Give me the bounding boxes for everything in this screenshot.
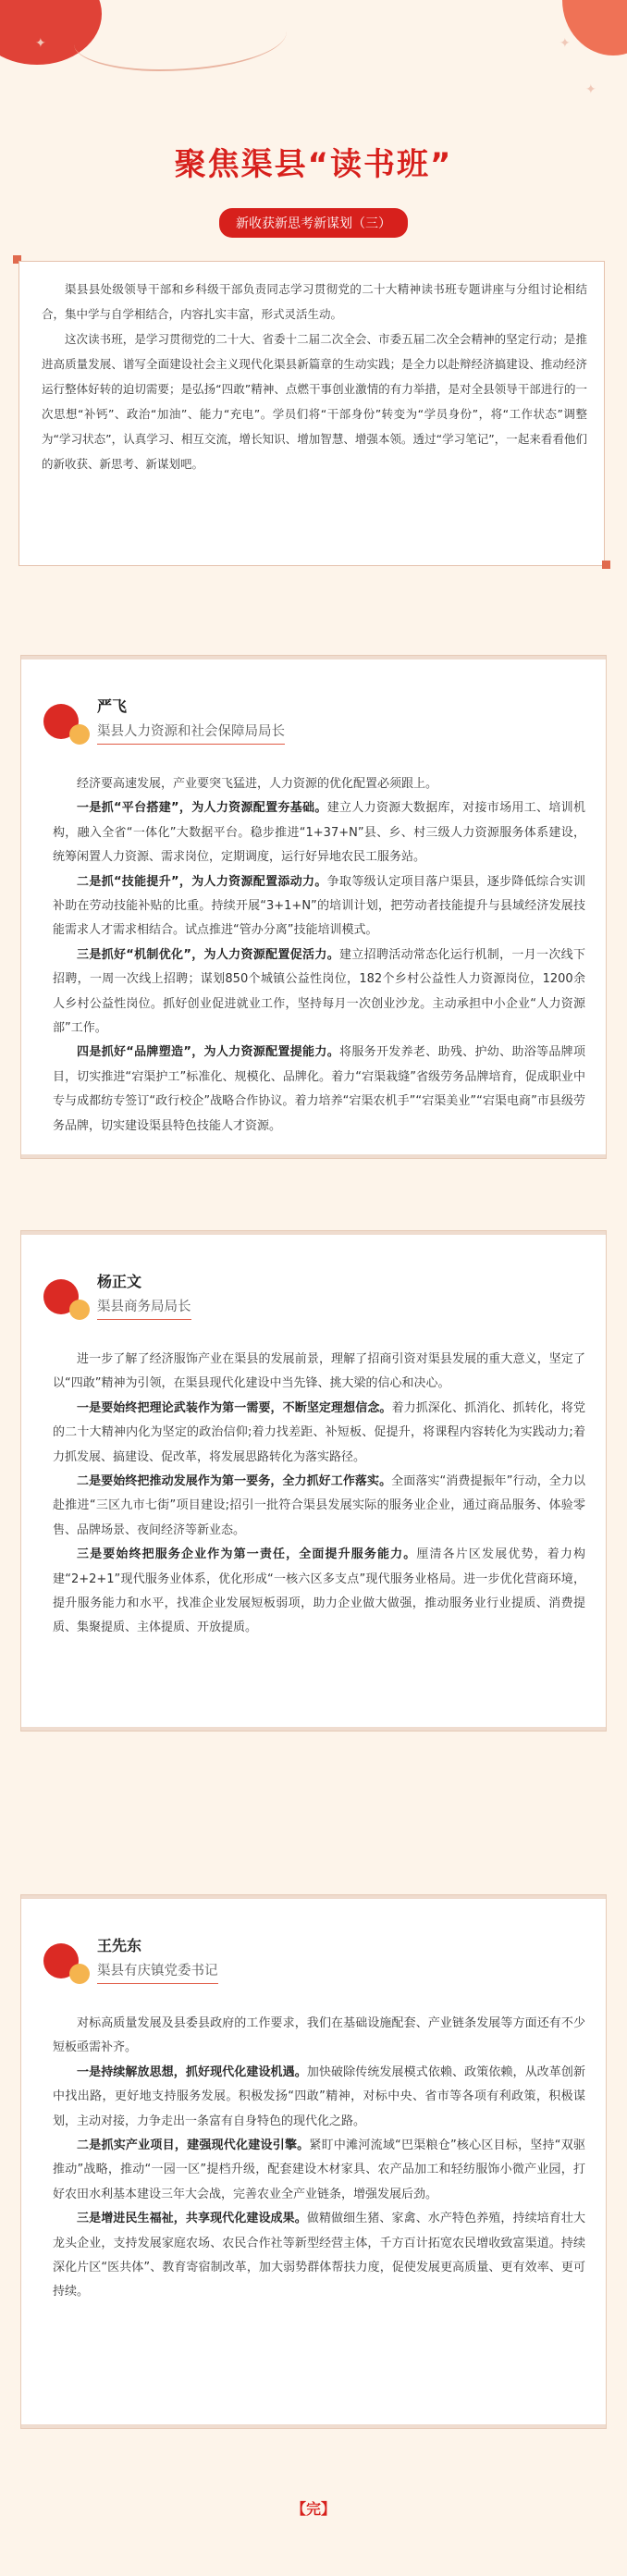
paragraph-lead: 一是抓“平台搭建”，为人力资源配置夯基础。	[77, 801, 327, 816]
paragraph-lead: 三是抓好“机制优化”，为人力资源配置促活力。	[77, 947, 340, 962]
body-paragraph: 进一步了解了经济服饰产业在渠县的发展前景，理解了招商引资对渠县发展的重大意义，坚定了以“四敢”精神为引领，在渠县现代化建设中当先锋、挑大梁的信心和决心。	[53, 1352, 585, 1391]
decorative-swoosh	[74, 5, 287, 71]
subtitle-badge: 新收获新思考新谋划（三）	[219, 208, 408, 238]
paragraph-lead: 四是抓好“品牌塑造”，为人力资源配置提能力。	[77, 1045, 340, 1060]
speaker-header	[31, 656, 326, 758]
end-mark: 【完】	[290, 2500, 336, 2518]
paragraph-lead: 三是要始终把服务企业作为第一责任，全面提升服务能力。	[77, 1547, 417, 1562]
paragraph-lead: 二是抓“技能提升”，为人力资源配置添动力。	[77, 874, 327, 889]
sparkle-icon: ✦	[585, 82, 596, 97]
body-paragraph: 二是抓实产业项目，建强现代化建设引擎。紧盯中滩河流域“巴渠粮仓”核心区目标，坚持“双驱推动”战略，推动“一园一区”提档升级，配套建设木材家具、农产品加工和轻纺服饰小微产业园，打好农田水利基本建设三年大会战，完善农业全产业链条，增强发展后劲。	[53, 2138, 585, 2201]
speaker-card	[20, 1894, 607, 2429]
speaker-card	[20, 655, 607, 1159]
paragraph-lead: 一是要始终把理论武装作为第一需要，不断坚定理想信念。	[77, 1400, 392, 1415]
body-paragraph: 三是要始终把服务企业作为第一责任，全面提升服务能力。厘清各片区发展优势，着力构建“2+2+1”现代服务业体系，优化形成“一核六区多支点”现代服务业格局。进一步优化营商环境，提升服务能力和水平，找准企业发展短板弱项，助力企业做大做强，推动服务业行业提质、消费提质、集聚提质、主体提质、开放提质。	[53, 1547, 585, 1635]
body-paragraph: 三是抓好“机制优化”，为人力资源配置促活力。建立招聘活动常态化运行机制，一月一次线下招聘，一周一次线上招聘；谋划850个城镇公益性岗位，182个乡村公益性人力资源岗位，1200余人乡村公益性岗位。抓好创业促进就业工作，坚持每月一次创业沙龙。主动承担中小企业“人力资源部”工作。	[53, 947, 585, 1036]
speaker-name: 严飞	[97, 697, 128, 715]
body-paragraph: 四是抓好“品牌塑造”，为人力资源配置提能力。将服务开发养老、助残、护幼、助浴等品牌项目，切实推进“宕渠护工”标准化、规模化、品牌化。着力“宕渠栽缝”省级劳务品牌培育，促成职业中专与成都纺专签订“政行校企”战略合作协议。着力培养“宕渠农机手”“宕渠美业”“宕渠电商”市县级劳务品牌，切实建设渠县特色技能人才资源。	[53, 1045, 585, 1133]
body-paragraph: 二是要始终把推动发展作为第一要务，全力抓好工作落实。全面落实“消费提振年”行动，全力以赴推进“三区九市七街”项目建设;招引一批符合渠县发展实际的服务业企业，通过商品服务、体验零售、品牌场景、夜间经济等新业态。	[53, 1474, 585, 1537]
speaker-name: 杨正文	[97, 1273, 142, 1290]
speaker-name: 王先东	[97, 1937, 142, 1954]
speaker-header	[31, 1895, 326, 1997]
paragraph-lead: 三是增进民生福祉，共享现代化建设成果。	[77, 2212, 307, 2226]
intro-paragraph: 这次读书班，是学习贯彻党的二十大、省委十二届二次全会、市委五届二次全会精神的坚定行动；是推进高质量发展、谱写全面建设社会主义现代化渠县新篇章的生动实践；是全力以赴辩经济搞建设、推动经济运行整体好转的迫切需要；是弘扬“四敢”精神、点燃干事创业激情的有力举措，是对全县领导干部进行的一次思想“补钙”、政治“加油”、能力“充电”。学员们将“干部身份”转变为“学员身份”，将“工作状态”调整为“学习状态”，认真学习、相互交流，增长知识、增加智慧、增强本领。透过“学习笔记”，一起来看看他们的新收获、新思考、新谋划吧。	[42, 332, 587, 471]
sparkle-icon: ✦	[559, 36, 571, 51]
page-header	[0, 139, 627, 238]
body-paragraph: 一是持续解放思想，抓好现代化建设机遇。加快破除传统发展模式依赖、政策依赖，从改革创新中找出路，更好地支持服务发展。积极发扬“四敢”精神，对标中央、省市等各项有利政策，积极谋划，主动对接，力争走出一条富有自身特色的现代化之路。	[53, 2064, 585, 2128]
sparkle-icon: ✦	[35, 36, 46, 51]
paragraph-lead: 二是要始终把推动发展作为第一要务，全力抓好工作落实。	[77, 1474, 392, 1489]
paragraph-lead: 一是持续解放思想，抓好现代化建设机遇。	[77, 2064, 307, 2079]
speaker-title: 渠县人力资源和社会保障局局长	[97, 721, 285, 745]
gold-circle-icon	[69, 1300, 90, 1320]
paragraph-lead: 二是抓实产业项目，建强现代化建设引擎。	[77, 2138, 310, 2153]
speaker-body	[53, 772, 585, 1139]
speaker-title: 渠县有庆镇党委书记	[97, 1960, 218, 1984]
gold-circle-icon	[69, 1964, 90, 1984]
corner-decoration	[602, 561, 610, 569]
body-paragraph: 三是增进民生福祉，共享现代化建设成果。做精做细生猪、家禽、水产特色养殖，持续培育壮大龙头企业，支持发展家庭农场、农民合作社等新型经营主体，千方百计拓宽农民增收致富渠道。持续深化片区“医共体”、教育寄宿制改革，加大弱势群体帮扶力度，促使发展更高质量、更有效率、更可持续。	[53, 2212, 585, 2299]
body-paragraph: 一是要始终把理论武装作为第一需要，不断坚定理想信念。着力抓深化、抓消化、抓转化，将党的二十大精神内化为坚定的政治信仰;着力找差距、补短板、促提升，将课程内容转化为实践动力;着力抓发展、搞建设、促改革，将发展思路转化为落实路径。	[53, 1400, 585, 1464]
body-paragraph: 对标高质量发展及县委县政府的工作要求，我们在基础设施配套、产业链条发展等方面还有不少短板亟需补齐。	[53, 2016, 585, 2055]
speaker-card	[20, 1230, 607, 1732]
speaker-body	[53, 1348, 585, 1641]
body-paragraph: 经济要高速发展，产业要突飞猛进，人力资源的优化配置必须跟上。	[77, 777, 438, 791]
intro-text	[42, 277, 587, 476]
gold-circle-icon	[69, 724, 90, 745]
body-paragraph: 二是抓“技能提升”，为人力资源配置添动力。争取等级认定项目落户渠县，逐步降低综合实训补助在劳动技能补贴的比重。持续开展“3+1+N”的培训计划，把劳动者技能提升与县域经济发展技能需求人才需求相结合。试点推进“管办分离”技能培训模式。	[53, 874, 585, 938]
page-title: 聚焦渠县“读书班”	[174, 146, 453, 183]
speaker-title: 渠县商务局局长	[97, 1296, 191, 1320]
speaker-header	[31, 1231, 326, 1333]
speaker-body	[53, 2012, 585, 2305]
body-paragraph: 一是抓“平台搭建”，为人力资源配置夯基础。建立人力资源大数据库，对接市场用工、培训机构，融入全省“一体化”大数据平台。稳步推进“1+37+N”县、乡、村三级人力资源服务体系建设，统筹闲置人力资源、需求岗位，定期调度，运行好异地农民工服务站。	[53, 801, 585, 865]
intro-box	[18, 261, 605, 566]
decorative-orange-blob	[562, 0, 627, 55]
intro-paragraph: 渠县县处级领导干部和乡科级干部负责同志学习贯彻党的二十大精神读书班专题讲座与分组讨论相结合，集中学与自学相结合，内容扎实丰富，形式灵活生动。	[42, 282, 587, 321]
